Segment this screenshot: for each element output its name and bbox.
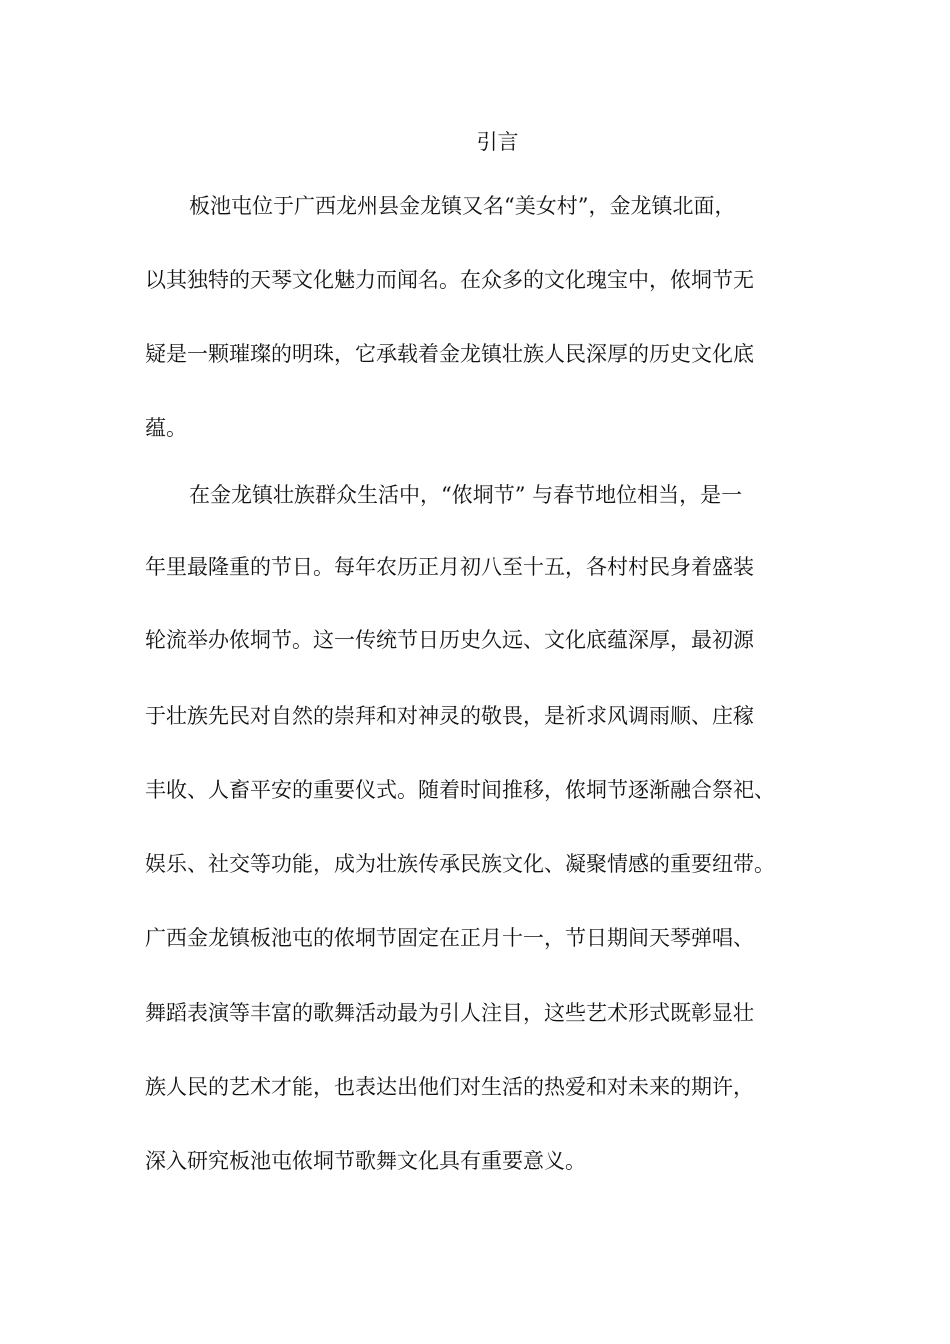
paragraph-2-line-8: 舞蹈表演等丰富的歌舞活动最为引人注目，这些艺术形式既彰显壮: [145, 1001, 754, 1025]
paragraph-2-line-9: 族人民的艺术才能，也表达出他们对生活的热爱和对未来的期许，: [145, 1075, 754, 1099]
paragraph-2-line-3: 轮流举办侬垌节。这一传统节日历史久远、文化底蕴深厚，最初源: [145, 628, 754, 652]
paragraph-1-line-2: 以其独特的天琴文化魅力而闻名。在众多的文化瑰宝中，侬垌节无: [145, 268, 754, 292]
page-title: 引言: [476, 130, 519, 154]
paragraph-2-line-10: 深入研究板池屯侬垌节歌舞文化具有重要意义。: [145, 1149, 586, 1173]
paragraph-2-line-7: 广西金龙镇板池屯的侬垌节固定在正月十一，节日期间天琴弹唱、: [145, 926, 754, 950]
paragraph-2-line-4: 于壮族先民对自然的崇拜和对神灵的敬畏，是祈求风调雨顺、庄稼: [145, 704, 754, 728]
paragraph-1-line-3: 疑是一颗璀璨的明珠，它承载着金龙镇壮族人民深厚的历史文化底: [145, 342, 754, 366]
paragraph-2-line-2: 年里最隆重的节日。每年农历正月初八至十五，各村村民身着盛装: [145, 555, 754, 579]
paragraph-1-line-1: 板池屯位于广西龙州县金龙镇又名“美女村”，金龙镇北面，: [189, 194, 736, 218]
paragraph-2-line-6: 娱乐、社交等功能，成为壮族传承民族文化、凝聚情感的重要纽带。: [145, 852, 775, 876]
paragraph-2-line-1: 在金龙镇壮族群众生活中，“侬垌节” 与春节地位相当，是一: [189, 483, 743, 507]
paragraph-1-line-4: 蕴。: [145, 416, 187, 440]
paragraph-2-line-5: 丰收、人畜平安的重要仪式。随着时间推移，侬垌节逐渐融合祭祀、: [145, 778, 775, 802]
